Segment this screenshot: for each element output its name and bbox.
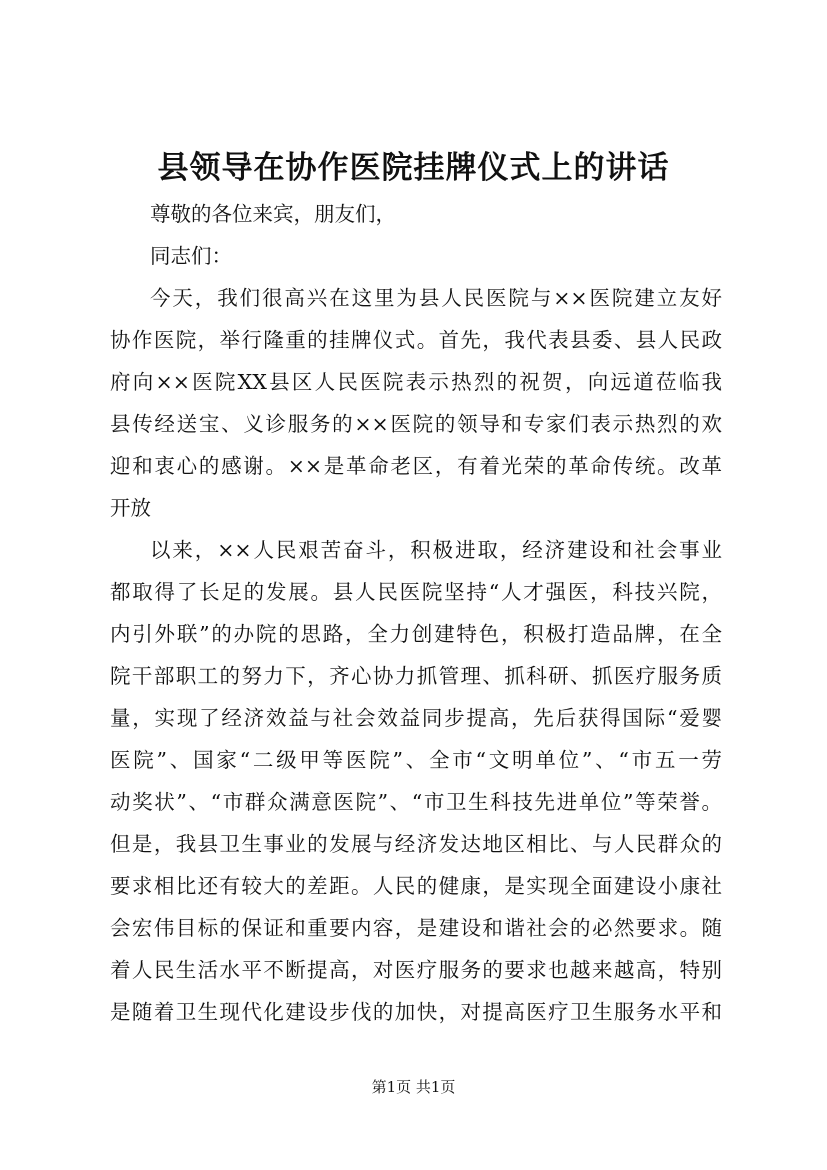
paragraph-line: 府向××医院XX县区人民医院表示热烈的祝贺，向远道莅临我: [110, 370, 722, 394]
paragraph-line: 开放: [110, 496, 151, 520]
salutation-line: 同志们：: [150, 244, 232, 268]
paragraph-line: 着人民生活水平不断提高，对医疗服务的要求也越来越高，特别: [110, 958, 722, 982]
paragraph-line: 今天，我们很高兴在这里为县人民医院与××医院建立友好: [150, 286, 722, 310]
paragraph-line: 量，实现了经济效益与社会效益同步提高，先后获得国际“爱婴: [110, 706, 722, 730]
paragraph-line: 是随着卫生现代化建设步伐的加快，对提高医疗卫生服务水平和: [110, 1000, 722, 1024]
salutation-line: 尊敬的各位来宾，朋友们，: [150, 202, 396, 226]
paragraph-line: 但是，我县卫生事业的发展与经济发达地区相比、与人民群众的: [110, 832, 722, 856]
paragraph-line: 内引外联”的办院的思路，全力创建特色，积极打造品牌，在全: [110, 622, 722, 646]
paragraph-line: 协作医院，举行隆重的挂牌仪式。首先，我代表县委、县人民政: [110, 328, 722, 352]
paragraph-line: 医院”、国家“二级甲等医院”、全市“文明单位”、“市五一劳: [110, 748, 722, 772]
document-title: 县领导在协作医院挂牌仪式上的讲话: [157, 150, 670, 186]
paragraph-line: 要求相比还有较大的差距。人民的健康，是实现全面建设小康社: [110, 874, 722, 898]
paragraph-line: 会宏伟目标的保证和重要内容，是建设和谐社会的必然要求。随: [110, 916, 722, 940]
paragraph-line: 院干部职工的努力下，齐心协力抓管理、抓科研、抓医疗服务质: [110, 664, 722, 688]
paragraph-line: 动奖状”、“市群众满意医院”、“市卫生科技先进单位”等荣誉。: [110, 790, 722, 814]
paragraph-line: 都取得了长足的发展。县人民医院坚持“人才强医，科技兴院，: [110, 580, 722, 604]
paragraph-line: 以来，××人民艰苦奋斗，积极进取，经济建设和社会事业: [150, 538, 722, 562]
page-number-footer: 第1页 共1页: [371, 1078, 456, 1096]
paragraph-line: 县传经送宝、义诊服务的××医院的领导和专家们表示热烈的欢: [110, 412, 722, 436]
paragraph-line: 迎和衷心的感谢。××是革命老区，有着光荣的革命传统。改革: [110, 454, 722, 478]
